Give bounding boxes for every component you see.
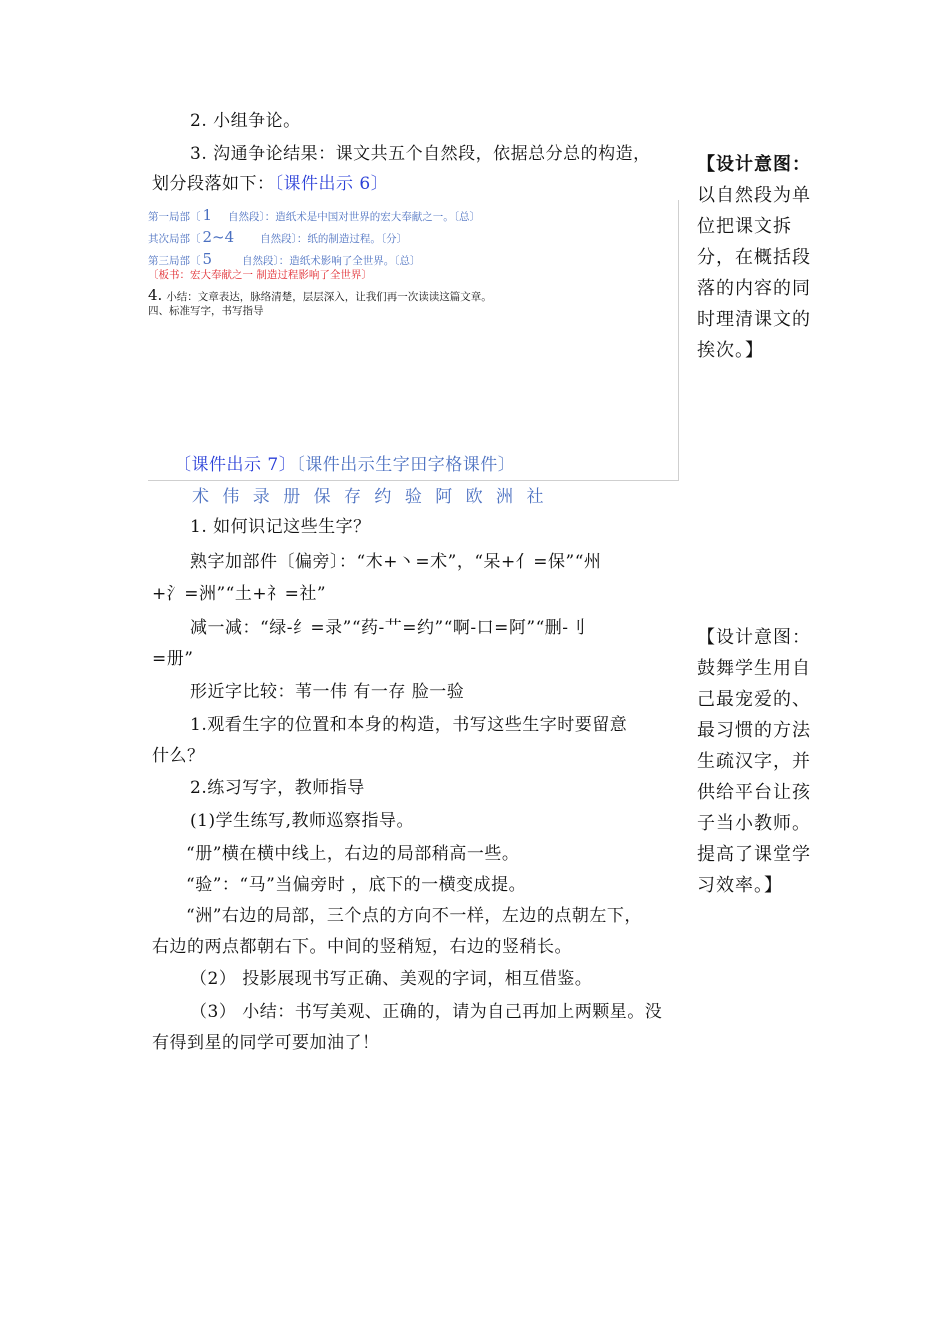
projection-step: （2） 投影展现书写正确、美观的字词，相互借鉴。 (190, 969, 593, 989)
slide-row-3 (148, 252, 421, 268)
observe-line2: 什么？ (152, 746, 205, 766)
division-intro-text: 划分段落如下： (152, 174, 275, 194)
slide-row-2-prefix: 其次局部〔 (148, 233, 201, 245)
slide-board-note: 〔板书：宏大奉献之一 制造过程影响了全世界〕 (148, 269, 372, 281)
slide-row-1-num: 1 (202, 206, 213, 224)
step-3-line: 3. 沟通争论结果：课文共五个自然段，依据总分总的构造， (190, 144, 651, 164)
method-add-line1: 熟字加部件〔偏旁〕：“木+丶=术”，“呆+亻=保”“州 (190, 552, 602, 572)
courseware-6-label: 〔课件出示 6〕 (274, 174, 389, 194)
question-1: 1. 如何识记这些生字？ (190, 517, 371, 537)
slide-row-1 (148, 208, 480, 224)
slide-row-3-text: 自然段〕：造纸术影响了全世界。〔总〕 (242, 255, 421, 267)
design-intent-2-heading: 【设计意图： (697, 627, 811, 648)
student-practice: (1)学生练写,教师巡察指导。 (190, 811, 414, 831)
note-zhou-line2: 右边的两点都朝右下。中间的竖稍短，右边的竖稍长。 (152, 937, 572, 957)
method-add-line2: +氵=洲”“土+礻=社” (152, 584, 327, 604)
slide-row-3-prefix: 第三局部〔 (148, 255, 201, 267)
slide-row-2 (148, 230, 407, 246)
summary-line1: （3） 小结：书写美观、正确的，请为自己再加上两颗星。没 (190, 1002, 663, 1022)
method-subtract-line1: 减一减：“绿-纟=录”“药-艹=约”“啊-口=阿”“删-刂 (190, 618, 587, 638)
slide-row-2-text: 自然段〕：纸的制造过程。〔分〕 (260, 233, 408, 245)
practice-writing: 2.练习写字，教师指导 (190, 778, 365, 798)
courseware-7 (174, 454, 515, 476)
slide-row-2-num: 2~4 (202, 228, 235, 246)
courseware-7-label: 〔课件出示 7〕 (174, 455, 297, 475)
slide-section-four: 四、标准写字，书写指导 (148, 305, 264, 317)
slide-row-1-text: 自然段〕：造纸术是中国对世界的宏大奉献之一。〔总〕 (228, 211, 481, 223)
design-intent-2 (697, 622, 822, 901)
slide-row-1-prefix: 第一局部〔 (148, 211, 201, 223)
observe-line1: 1.观看生字的位置和本身的构造，书写这些生字时要留意 (190, 715, 628, 735)
method-subtract-line2: =册” (152, 649, 194, 669)
note-zhou-line1: “洲”右边的局部，三个点的方向不一样，左边的点朝左下， (186, 906, 642, 926)
slide-summary-num: 4. (148, 286, 163, 304)
slide-row-3-num: 5 (202, 250, 213, 268)
note-ce: “册”横在横中线上，右边的局部稍高一些。 (186, 844, 520, 864)
new-characters-row: 术 伟 录 册 保 存 约 验 阿 欧 洲 社 (192, 487, 548, 507)
design-intent-2-text: 鼓舞学生用自己最宠爱的、最习惯的方法生疏汉字，并供给平台让孩子当小教师。提高了课堂学习效率。】 (697, 658, 811, 896)
similar-char-compare: 形近字比较：苇一伟 有一存 脸一验 (190, 682, 465, 702)
design-intent-1 (697, 149, 822, 366)
slide-summary (148, 288, 492, 304)
summary-line2: 有得到星的同学可要加油了！ (152, 1033, 380, 1053)
design-intent-1-heading: 【设计意图： (697, 154, 811, 175)
design-intent-1-text: 以自然段为单位把课文拆分，在概括段落的内容的同时理清课文的挨次。】 (697, 185, 811, 361)
slide-summary-text: 小结：文章表达，脉络清楚，层层深入，让我们再一次读读这篇文章。 (166, 291, 492, 303)
note-yan: “验”：“马”当偏旁时 ，底下的一横变成提。 (186, 875, 527, 895)
courseware-7-desc: 〔课件出示生字田字格课件〕 (296, 455, 516, 475)
division-intro (152, 173, 388, 195)
step-2-line: 2. 小组争论。 (190, 111, 301, 131)
